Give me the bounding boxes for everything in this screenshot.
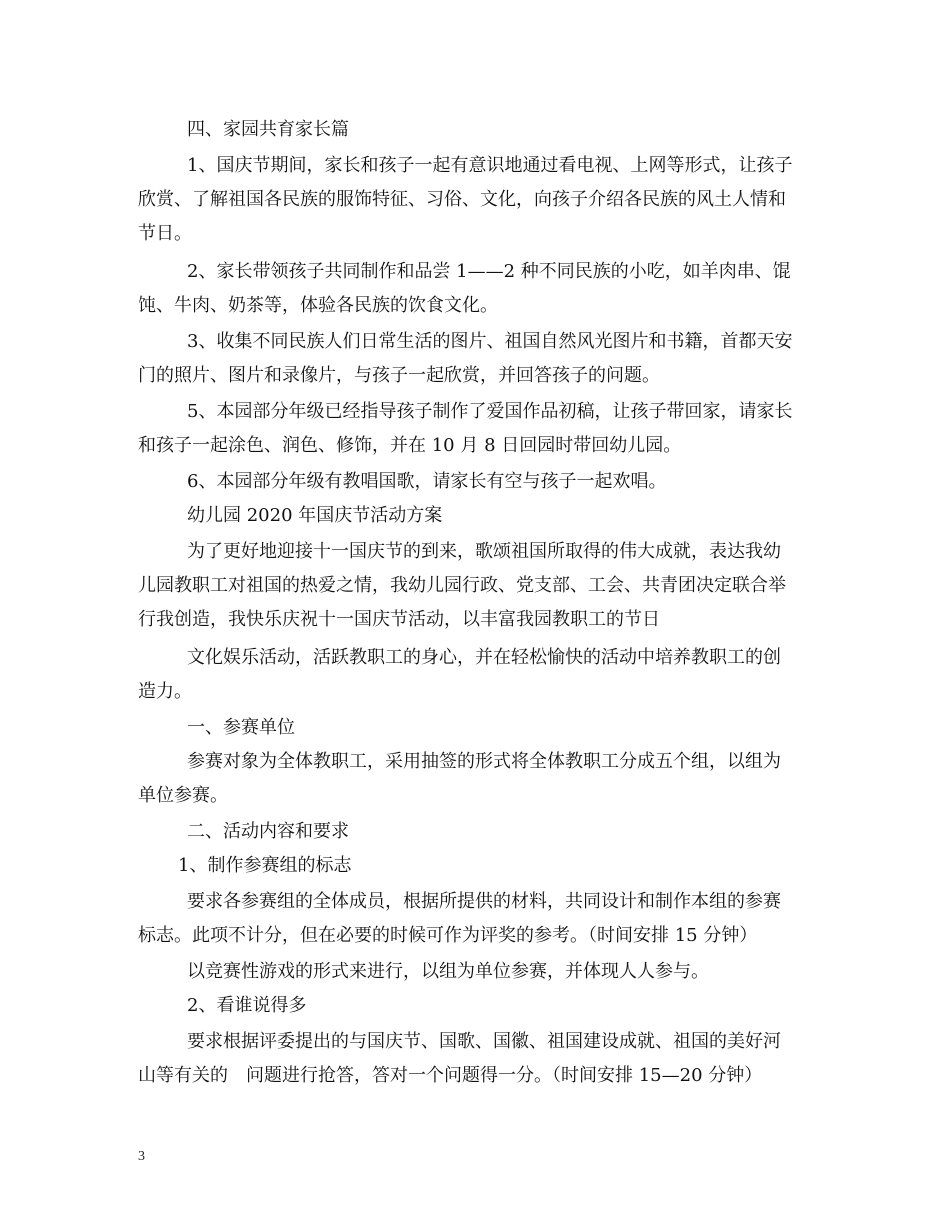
text-line: 行我创造，我快乐庆祝十一国庆节活动，以丰富我园教职工的节日 xyxy=(138,609,660,630)
text-line: 2、看谁说得多 xyxy=(187,995,307,1016)
text-line: 欣赏、了解祖国各民族的服饰特征、习俗、文化，向孩子介绍各民族的风土人情和 xyxy=(138,189,786,210)
text-line: 山等有关的 问题进行抢答，答对一个问题得一分。（时间安排 15—20 分钟） xyxy=(138,1065,763,1086)
text-line: 儿园教职工对祖国的热爱之情，我幼儿园行政、党支部、工会、共青团决定联合举 xyxy=(138,575,786,596)
text-line: 幼儿园 2020 年国庆节活动方案 xyxy=(187,505,443,526)
text-line: 参赛对象为全体教职工，采用抽签的形式将全体教职工分成五个组，以组为 xyxy=(187,751,781,772)
text-line: 门的照片、图片和录像片，与孩子一起欣赏，并回答孩子的问题。 xyxy=(138,365,660,386)
text-line: 文化娱乐活动，活跃教职工的身心，并在轻松愉快的活动中培养教职工的创 xyxy=(187,647,781,668)
text-line: 节日。 xyxy=(138,223,192,244)
text-line: 1、制作参赛组的标志 xyxy=(178,855,352,876)
page-number: 3 xyxy=(138,1149,145,1164)
text-line: 为了更好地迎接十一国庆节的到来，歌颂祖国所取得的伟大成就，表达我幼 xyxy=(187,541,781,562)
text-line: 二、活动内容和要求 xyxy=(187,821,349,842)
text-line: 单位参赛。 xyxy=(138,785,228,806)
text-line: 四、家园共育家长篇 xyxy=(187,119,349,140)
text-line: 一、参赛单位 xyxy=(187,717,295,738)
text-line: 6、本园部分年级有教唱国歌，请家长有空与孩子一起欢唱。 xyxy=(187,471,667,492)
text-line: 3、收集不同民族人们日常生活的图片、祖国自然风光图片和书籍，首都天安 xyxy=(187,331,793,352)
text-line: 2、家长带领孩子共同制作和品尝 1——2 种不同民族的小吃，如羊肉串、馄 xyxy=(187,261,791,282)
text-line: 要求各参赛组的全体成员，根据所提供的材料，共同设计和制作本组的参赛 xyxy=(187,891,781,912)
text-line: 5、本园部分年级已经指导孩子制作了爱国作品初稿，让孩子带回家，请家长 xyxy=(187,401,793,422)
text-line: 要求根据评委提出的与国庆节、国歌、国徽、祖国建设成就、祖国的美好河 xyxy=(187,1031,781,1052)
text-line: 和孩子一起涂色、润色、修饰，并在 10 月 8 日回园时带回幼儿园。 xyxy=(138,435,682,456)
text-line: 1、国庆节期间，家长和孩子一起有意识地通过看电视、上网等形式，让孩子 xyxy=(187,155,793,176)
text-line: 饨、牛肉、奶茶等，体验各民族的饮食文化。 xyxy=(138,295,498,316)
text-line: 造力。 xyxy=(138,681,192,702)
text-line: 标志。此项不计分，但在必要的时候可作为评奖的参考。（时间安排 15 分钟） xyxy=(138,925,758,946)
text-line: 以竞赛性游戏的形式来进行，以组为单位参赛，并体现人人参与。 xyxy=(187,961,709,982)
